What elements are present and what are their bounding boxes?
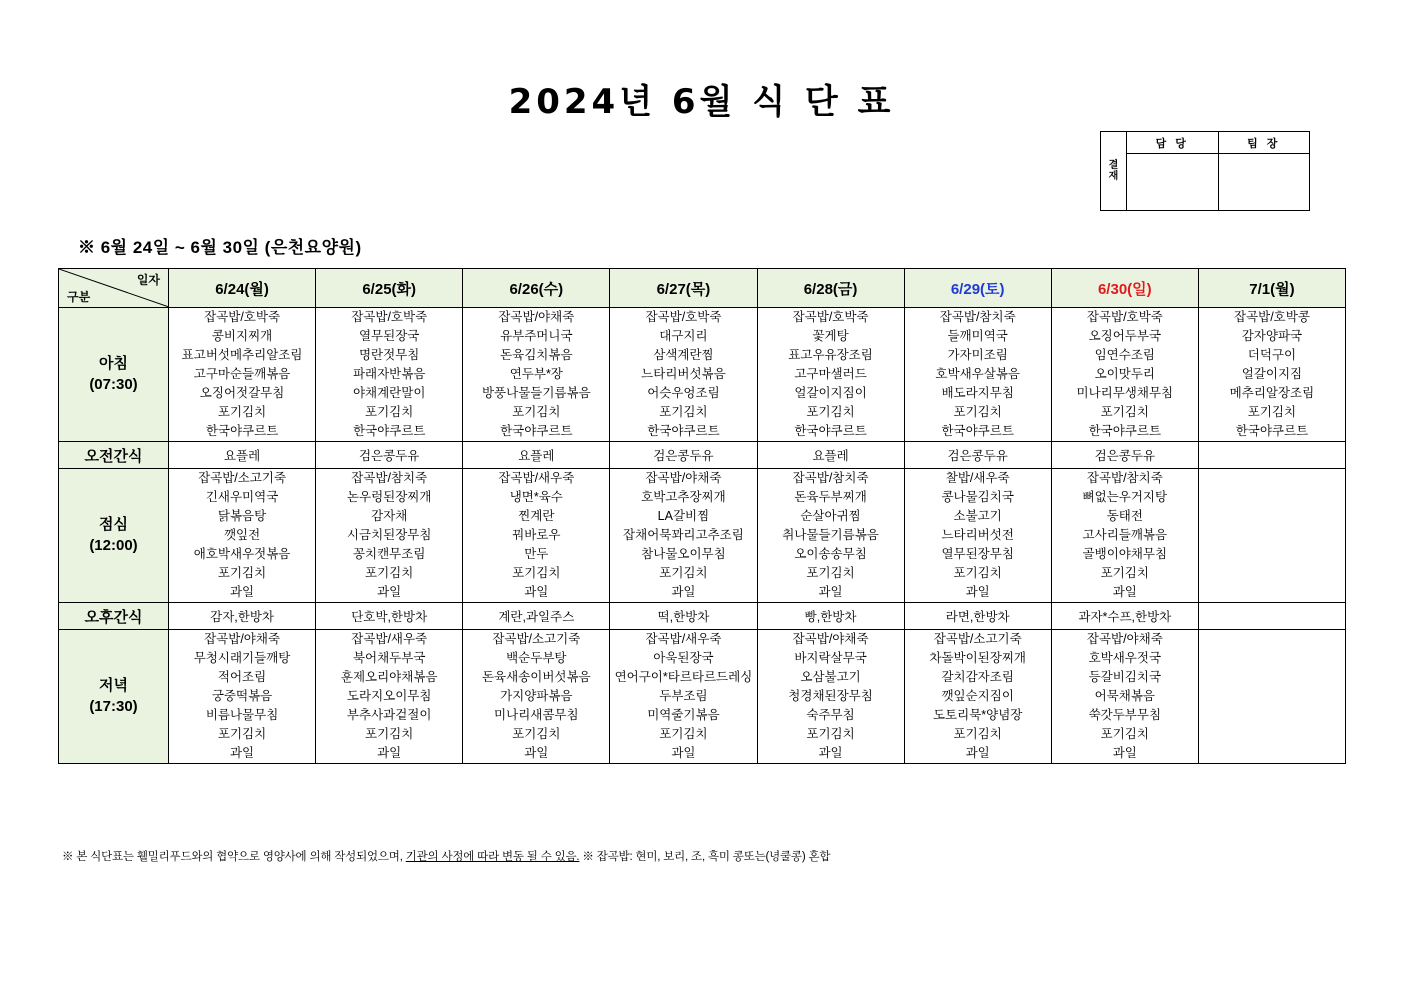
cell-morning-snack-1: 검은콩두유 (316, 442, 463, 469)
cell-dinner-2 (463, 630, 610, 764)
table-row-dinner (59, 630, 1346, 764)
day-header-0: 6/24(월) (169, 269, 316, 308)
menu-item: 포기김치 (217, 566, 267, 580)
menu-item: 한국야쿠르트 (941, 424, 1014, 438)
cell-morning-snack-7 (1198, 442, 1345, 469)
menu-item: 느타리버섯볶음 (641, 367, 726, 381)
cell-lunch-4 (757, 469, 904, 603)
menu-item: 두부조림 (659, 689, 708, 703)
menu-item: 열무된장무침 (941, 547, 1014, 561)
cell-breakfast-3 (610, 308, 757, 442)
menu-item: 포기김치 (217, 405, 267, 419)
menu-item: 얼갈이지짐 (1241, 367, 1303, 381)
corner-date-label: 일자 (136, 273, 160, 287)
menu-item: 한국야쿠르트 (500, 424, 573, 438)
cell-dinner-5 (904, 630, 1051, 764)
menu-item: 어묵채볶음 (1094, 689, 1155, 703)
menu-item: 잡곡밥/호박죽 (1086, 310, 1163, 324)
menu-item: 잡곡밥/호박죽 (204, 310, 281, 324)
menu-item: 감자양파국 (1241, 329, 1303, 343)
menu-item: 얼갈이지짐이 (794, 386, 867, 400)
cell-morning-snack-0: 요플레 (169, 442, 316, 469)
table-header-row (59, 269, 1346, 308)
cell-afternoon-snack-4: 빵,한방차 (757, 603, 904, 630)
menu-item: 과일 (377, 746, 402, 760)
cell-dinner-0 (169, 630, 316, 764)
menu-item: 닭볶음탕 (217, 509, 267, 523)
menu-item: 잡곡밥/야채죽 (498, 310, 575, 324)
menu-item: 꽃게탕 (812, 329, 849, 343)
footnote-underlined: 기관의 사정에 따라 변동 될 수 있음. (405, 851, 580, 863)
menu-item: 과일 (671, 585, 696, 599)
approval-column-manager (1127, 132, 1219, 210)
menu-item: 논우렁된장찌개 (346, 490, 432, 504)
menu-item: 과일 (229, 746, 255, 760)
day-header-3: 6/27(목) (610, 269, 757, 308)
menu-item: 콩나물김치국 (941, 490, 1014, 504)
menu-item: 고구마샐러드 (794, 367, 867, 381)
menu-item: 도라지오이무침 (346, 689, 432, 703)
cell-breakfast-1 (316, 308, 463, 442)
menu-item: 갈치감자조림 (941, 670, 1014, 684)
menu-item: 오징어두부국 (1088, 329, 1162, 343)
menu-item: 동태전 (1106, 509, 1143, 523)
menu-item: 호박새우살볶음 (935, 367, 1020, 381)
period-label: ※ 6월 24일 ~ 6월 30일 (은천요양원) (78, 238, 362, 257)
menu-item: 포기김치 (1100, 727, 1149, 741)
menu-item: 과일 (524, 585, 549, 599)
cell-morning-snack-3: 검은콩두유 (610, 442, 757, 469)
menu-item: 한국야쿠르트 (352, 424, 426, 438)
menu-item: 포기김치 (1247, 405, 1297, 419)
menu-item: 임연수조림 (1094, 348, 1155, 362)
menu-item: 청경채된장무침 (788, 689, 873, 703)
menu-item: 어슷우엉조림 (647, 386, 720, 400)
menu-item: 잡곡밥/호박죽 (645, 310, 722, 324)
menu-item: 감자채 (371, 509, 408, 523)
menu-item: 과일 (229, 585, 255, 599)
table-row-afternoon-snack (59, 603, 1346, 630)
menu-item: 참나물오이무침 (641, 547, 726, 561)
menu-item: 백순두부탕 (506, 651, 567, 665)
row-label-lunch-text: 점심 (99, 516, 128, 534)
row-label-breakfast-time: (07:30) (89, 375, 138, 393)
menu-item: 포기김치 (1100, 566, 1149, 580)
menu-item: 연두부*장 (509, 367, 563, 381)
row-label-dinner-time: (17:30) (89, 697, 138, 715)
menu-item: 포기김치 (512, 566, 561, 580)
menu-item: 포기김치 (953, 727, 1002, 741)
menu-item: 과일 (671, 746, 696, 760)
menu-item: 잡곡밥/호박죽 (351, 310, 428, 324)
menu-item: 포기김치 (806, 405, 855, 419)
table-row-morning-snack (59, 442, 1346, 469)
menu-item: 오징어젓갈무침 (199, 386, 285, 400)
menu-item: 대구지리 (659, 329, 708, 343)
menu-item: 잡곡밥/새우죽 (498, 471, 575, 485)
menu-item: 숙주무침 (806, 708, 855, 722)
menu-item: 포기김치 (1100, 405, 1149, 419)
menu-item: 호박고추장찌개 (641, 490, 726, 504)
menu-item: 잡곡밥/야채죽 (645, 471, 722, 485)
cell-breakfast-7 (1198, 308, 1345, 442)
day-header-2: 6/26(수) (463, 269, 610, 308)
cell-lunch-3 (610, 469, 757, 603)
menu-item: 돈육김치볶음 (500, 348, 573, 362)
row-label-breakfast (59, 308, 169, 442)
menu-item: 잡곡밥/야채죽 (792, 632, 869, 646)
menu-item: 잡곡밥/소고기죽 (933, 632, 1022, 646)
menu-item: 잡곡밥/소고기죽 (198, 471, 287, 485)
menu-item: 잡곡밥/호박콩 (1233, 310, 1310, 324)
approval-column-teamlead (1219, 132, 1310, 210)
menu-item: 표고우유장조림 (788, 348, 873, 362)
menu-item: 잡곡밥/소고기죽 (492, 632, 581, 646)
menu-item: 순살아귀찜 (800, 509, 861, 523)
menu-item: 파래자반볶음 (352, 367, 426, 381)
approval-label: 결 재 (1101, 132, 1127, 210)
menu-item: 연어구이*타르타르드레싱 (614, 670, 753, 684)
approval-box (1100, 131, 1310, 211)
menu-item: 포기김치 (217, 727, 267, 741)
footnote (62, 848, 830, 864)
menu-item: 비름나물무침 (205, 708, 279, 722)
menu-item: 깻잎순지짐이 (941, 689, 1014, 703)
menu-item: 잡곡밥/야채죽 (1086, 632, 1163, 646)
cell-dinner-4 (757, 630, 904, 764)
cell-afternoon-snack-1: 단호박,한방차 (316, 603, 463, 630)
menu-item: 찐계란 (518, 509, 555, 523)
cell-breakfast-0 (169, 308, 316, 442)
menu-item: 한국야쿠르트 (205, 424, 279, 438)
menu-item: 긴새우미역국 (205, 490, 279, 504)
cell-lunch-1 (316, 469, 463, 603)
menu-item: 잡곡밥/야채죽 (204, 632, 281, 646)
menu-item: 돈육두부찌개 (794, 490, 867, 504)
menu-item: 더덕구이 (1247, 348, 1297, 362)
menu-item: 과일 (377, 585, 402, 599)
table-body (59, 308, 1346, 764)
day-header-7: 7/1(월) (1198, 269, 1345, 308)
menu-item: 열무된장국 (358, 329, 420, 343)
menu-item: 가지양파볶음 (500, 689, 573, 703)
menu-item: 포기김치 (659, 566, 708, 580)
menu-item: 궁중떡볶음 (211, 689, 273, 703)
cell-dinner-6 (1051, 630, 1198, 764)
menu-item: 배도라지무침 (941, 386, 1014, 400)
menu-item: LA갈비찜 (657, 509, 710, 523)
approval-body-manager (1127, 154, 1218, 210)
menu-item: 시금치된장무침 (346, 528, 432, 542)
menu-item: 돈육새송이버섯볶음 (481, 670, 591, 684)
menu-item: 꿔바로우 (512, 528, 561, 542)
menu-item: 포기김치 (953, 405, 1002, 419)
menu-item: 야채계란말이 (352, 386, 426, 400)
menu-item: 아욱된장국 (653, 651, 714, 665)
menu-item: 잡곡밥/참치죽 (792, 471, 869, 485)
menu-item: 메추리알장조림 (1229, 386, 1315, 400)
row-label-dinner-text: 저녁 (99, 677, 128, 695)
menu-item: 바지락살무국 (794, 651, 867, 665)
menu-item: 한국야쿠르트 (1235, 424, 1309, 438)
footnote-part1: ※ 본 식단표는 휄밀리푸드와의 협약으로 영양사에 의해 작성되었으며, (62, 851, 406, 863)
cell-lunch-6 (1051, 469, 1198, 603)
cell-breakfast-5 (904, 308, 1051, 442)
cell-breakfast-4 (757, 308, 904, 442)
menu-item: 미나리무생채무침 (1076, 386, 1174, 400)
menu-item: 미역줄기볶음 (647, 708, 720, 722)
menu-item: 잡곡밥/새우죽 (351, 632, 428, 646)
approval-body-teamlead (1219, 154, 1310, 210)
menu-item: 차돌박이된장찌개 (929, 651, 1026, 665)
approval-head-teamlead: 팀 장 (1219, 132, 1310, 154)
page-title: 2024년 6월 식 단 표 (508, 82, 895, 122)
row-label-afternoon-snack: 오후간식 (59, 603, 169, 630)
menu-item: 유부주머니국 (500, 329, 573, 343)
cell-afternoon-snack-6: 과자*수프,한방차 (1051, 603, 1198, 630)
menu-item: 방풍나물들기름볶음 (481, 386, 591, 400)
menu-item: 적어조림 (217, 670, 267, 684)
cell-lunch-5 (904, 469, 1051, 603)
cell-dinner-7 (1198, 630, 1345, 764)
table-row-breakfast (59, 308, 1346, 442)
menu-item: 포기김치 (365, 405, 414, 419)
cell-morning-snack-2: 요플레 (463, 442, 610, 469)
menu-item: 과일 (965, 585, 990, 599)
approval-head-manager: 담 당 (1127, 132, 1218, 154)
menu-item: 과일 (1112, 585, 1137, 599)
row-label-breakfast-text: 아침 (99, 355, 128, 373)
cell-afternoon-snack-3: 떡,한방차 (610, 603, 757, 630)
menu-item: 오삼불고기 (800, 670, 861, 684)
menu-item: 포기김치 (806, 727, 855, 741)
menu-item: 포기김치 (512, 405, 561, 419)
menu-item: 등갈비김치국 (1088, 670, 1162, 684)
menu-item: 애호박새우젓볶음 (193, 547, 291, 561)
menu-item: 잡곡밥/참치죽 (1086, 471, 1163, 485)
menu-item: 고사리들깨볶음 (1082, 528, 1168, 542)
menu-item: 북어채두부국 (352, 651, 426, 665)
cell-lunch-0 (169, 469, 316, 603)
row-label-lunch-time: (12:00) (89, 536, 138, 554)
menu-item: 냉면*육수 (509, 490, 563, 504)
cell-dinner-3 (610, 630, 757, 764)
cell-lunch-7 (1198, 469, 1345, 603)
cell-afternoon-snack-5: 라면,한방차 (904, 603, 1051, 630)
menu-item: 과일 (1112, 746, 1137, 760)
cell-afternoon-snack-7 (1198, 603, 1345, 630)
menu-item: 한국야쿠르트 (647, 424, 720, 438)
menu-item: 과일 (524, 746, 549, 760)
menu-item: 과일 (965, 746, 990, 760)
menu-item: 가자미조림 (947, 348, 1008, 362)
menu-item: 호박새우젓국 (1088, 651, 1162, 665)
approval-columns (1127, 132, 1309, 210)
footnote-part2: ※ 잡곡밥: 현미, 보리, 조, 흑미 콩또는(녕쿨콩) 혼합 (579, 851, 831, 863)
row-label-dinner (59, 630, 169, 764)
menu-item: 취나물들기름볶음 (782, 528, 879, 542)
cell-breakfast-2 (463, 308, 610, 442)
menu-item: 뼈없는우거지탕 (1082, 490, 1168, 504)
cell-morning-snack-6: 검은콩두유 (1051, 442, 1198, 469)
menu-item: 들깨미역국 (947, 329, 1008, 343)
cell-afternoon-snack-2: 계란,과일주스 (463, 603, 610, 630)
menu-item: 부추사과겉절이 (346, 708, 432, 722)
day-header-1: 6/25(화) (316, 269, 463, 308)
menu-item: 미나리새콤무침 (494, 708, 579, 722)
cell-afternoon-snack-0: 감자,한방차 (169, 603, 316, 630)
menu-item: 포기김치 (365, 566, 414, 580)
menu-item: 과일 (818, 585, 843, 599)
menu-item: 잡곡밥/새우죽 (645, 632, 722, 646)
menu-item: 명란젓무침 (358, 348, 420, 362)
menu-item: 삼색계란찜 (653, 348, 714, 362)
menu-item: 잡곡밥/참치죽 (351, 471, 428, 485)
menu-table (58, 268, 1346, 764)
menu-item: 훈제오리야채볶음 (340, 670, 438, 684)
menu-item: 무청시래기들깨탕 (193, 651, 291, 665)
menu-item: 포기김치 (365, 727, 414, 741)
menu-item: 오이맛두리 (1094, 367, 1155, 381)
menu-item: 소불고기 (953, 509, 1002, 523)
menu-item: 포기김치 (806, 566, 855, 580)
menu-item: 포기김치 (512, 727, 561, 741)
menu-item: 포기김치 (659, 405, 708, 419)
menu-item: 도토리묵*양념장 (932, 708, 1023, 722)
cell-morning-snack-5: 검은콩두유 (904, 442, 1051, 469)
menu-item: 콩비지찌개 (211, 329, 273, 343)
menu-item: 과일 (818, 746, 843, 760)
cell-breakfast-6 (1051, 308, 1198, 442)
menu-item: 고구마순들깨볶음 (193, 367, 291, 381)
menu-item: 만두 (524, 547, 549, 561)
row-label-morning-snack: 오전간식 (59, 442, 169, 469)
cell-dinner-1 (316, 630, 463, 764)
menu-item: 꽁치캔무조림 (352, 547, 426, 561)
menu-item: 쑥갓두부무침 (1088, 708, 1162, 722)
table-corner-cell (59, 269, 169, 308)
table-row-lunch (59, 469, 1346, 603)
menu-item: 잡곡밥/호박죽 (792, 310, 869, 324)
day-header-5: 6/29(토) (904, 269, 1051, 308)
day-header-4: 6/28(금) (757, 269, 904, 308)
menu-item: 한국야쿠르트 (794, 424, 867, 438)
corner-division-label: 구분 (67, 290, 91, 304)
menu-item: 찰밥/새우죽 (945, 471, 1010, 485)
menu-item: 포기김치 (659, 727, 708, 741)
menu-item: 깻잎전 (223, 528, 261, 542)
menu-item: 골뱅이야채무침 (1082, 547, 1168, 561)
cell-morning-snack-4: 요플레 (757, 442, 904, 469)
menu-item: 표고버섯메추리알조림 (181, 348, 303, 362)
menu-item: 잡채어묵꽈리고추조림 (623, 528, 744, 542)
menu-item: 잡곡밥/참치죽 (939, 310, 1016, 324)
menu-item: 오이송송무침 (794, 547, 867, 561)
menu-item: 포기김치 (953, 566, 1002, 580)
day-header-6: 6/30(일) (1051, 269, 1198, 308)
row-label-lunch (59, 469, 169, 603)
cell-lunch-2 (463, 469, 610, 603)
menu-item: 느타리버섯전 (941, 528, 1014, 542)
menu-item: 한국야쿠르트 (1088, 424, 1162, 438)
